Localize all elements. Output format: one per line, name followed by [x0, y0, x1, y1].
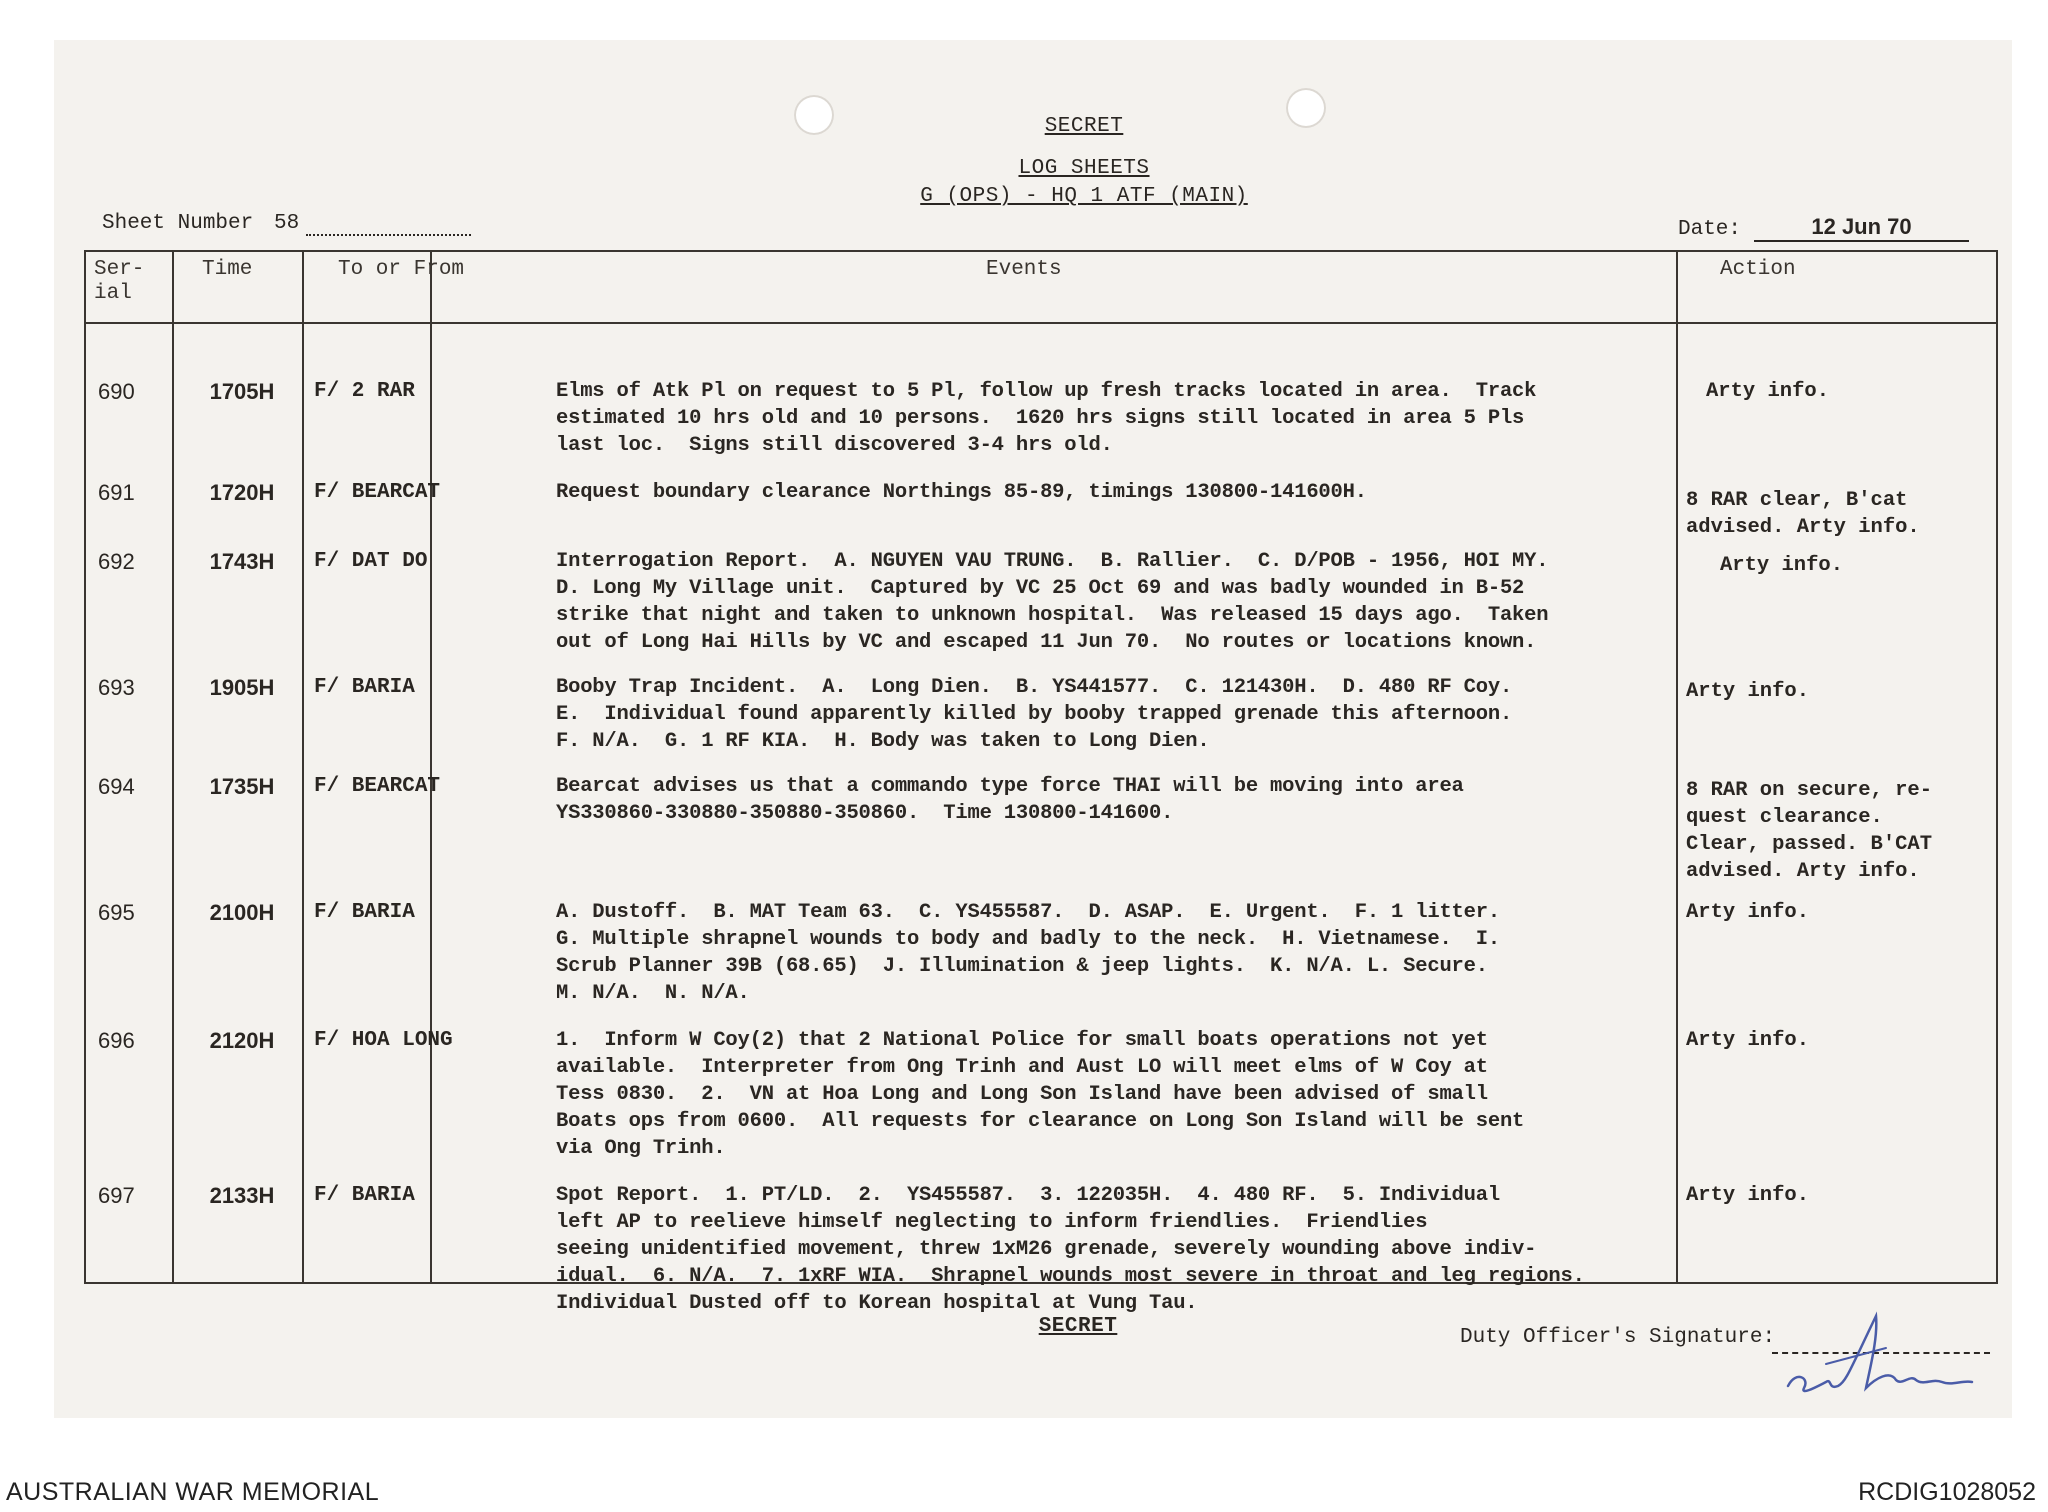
row-events: Booby Trap Incident. A. Long Dien. B. YS441577. C. 121430H. D. 480 RF Coy. E. Individual found apparently killed by booby trapped grenade this afternoon. F. N/A. G. 1 RF KIA. H. Body was taken to Long Dien.	[556, 676, 1513, 753]
row-action: 8 RAR clear, B'cat advised. Arty info.	[1686, 489, 1920, 539]
row-events: Request boundary clearance Northings 85-89, timings 130800-141600H.	[556, 481, 1367, 504]
row-action: Arty info.	[1686, 680, 1810, 703]
row-from: F/ BARIA	[314, 1184, 415, 1207]
header-action: Action	[1720, 258, 1796, 281]
header-serial: Ser- ial	[94, 258, 145, 305]
handwritten-signature	[1766, 1308, 1986, 1398]
sheet-number-label: Sheet Number	[102, 212, 254, 235]
row-serial: 697	[98, 1183, 135, 1208]
row-events: Interrogation Report. A. NGUYEN VAU TRUNG. B. Rallier. C. D/POB - 1956, HOI MY. D. Long My Village unit. Captured by VC 25 Oct 69 and was badly wounded in B-52 strike that night and taken to unknown hospital. Was released 15 days ago. Taken out of Long Hai Hills by VC and escaped 11 Jun 70. No routes or locations known.	[556, 550, 1549, 654]
row-time: 1705H	[209, 379, 275, 404]
row-events: 1. Inform W Coy(2) that 2 National Police for small boats operations not yet available. Interpreter from Ong Trinh and Aust LO will meet elms of W Coy at Tess 0830. 2. VN at Hoa Long and Long Son Island have been advised of small Boats ops from 0600. All requests for clearance on Long Son Island will be sent via Ong Trinh.	[556, 1029, 1525, 1160]
row-action: Arty info.	[1720, 554, 1844, 577]
row-from: F/ BEARCAT	[314, 481, 441, 504]
row-serial: 695	[98, 900, 135, 925]
punch-hole	[794, 95, 834, 135]
archive-credit: AUSTRALIAN WAR MEMORIAL	[6, 1478, 380, 1506]
row-serial: 693	[98, 675, 135, 700]
row-from: F/ BARIA	[314, 676, 415, 699]
row-from: F/ BEARCAT	[314, 775, 441, 798]
row-from: F/ HOA LONG	[314, 1029, 453, 1052]
document-title: LOG SHEETS	[1018, 157, 1150, 180]
date-value: 12 Jun 70	[1754, 214, 1969, 242]
row-time: 1743H	[209, 549, 275, 574]
row-time: 2133H	[209, 1183, 275, 1208]
column-divider	[1676, 252, 1678, 1282]
row-serial: 696	[98, 1028, 135, 1053]
row-serial: 691	[98, 480, 135, 505]
header-to-or-from: To or From	[338, 258, 465, 281]
row-events: Bearcat advises us that a commando type force THAI will be moving into area YS330860-330880-350880-350860. Time 130800-141600.	[556, 775, 1464, 825]
column-divider	[302, 252, 304, 1282]
document-subtitle: G (OPS) - HQ 1 ATF (MAIN)	[920, 185, 1248, 208]
sheet-number-value: 58	[274, 212, 300, 235]
row-time: 2120H	[209, 1028, 275, 1053]
row-time: 1905H	[209, 675, 275, 700]
signature-label: Duty Officer's Signature:	[1460, 1326, 1776, 1349]
column-divider	[172, 252, 174, 1282]
row-events: A. Dustoff. B. MAT Team 63. C. YS455587. D. ASAP. E. Urgent. F. 1 litter. G. Multiple shrapnel wounds to body and badly to the neck. H. Vietnamese. I. Scrub Planner 39B (68.65) J. Illumination & jeep lights. K. N/A. L. Secure. M. N/A. N. N/A.	[556, 901, 1500, 1005]
row-time: 1720H	[209, 480, 275, 505]
row-action: Arty info.	[1686, 901, 1810, 924]
row-serial: 690	[98, 379, 135, 404]
row-from: F/ BARIA	[314, 901, 415, 924]
log-table	[84, 250, 1998, 1315]
row-action: Arty info.	[1686, 1029, 1810, 1052]
row-serial: 692	[98, 549, 135, 574]
sheet-number-underline	[306, 234, 471, 236]
row-from: F/ 2 RAR	[314, 380, 415, 403]
row-action: Arty info.	[1706, 380, 1830, 403]
date-label: Date:	[1678, 218, 1742, 241]
row-time: 2100H	[209, 900, 275, 925]
header-time: Time	[202, 258, 253, 281]
column-divider	[430, 252, 432, 1282]
classification-top: SECRET	[1044, 115, 1124, 138]
row-serial: 694	[98, 774, 135, 799]
row-action: 8 RAR on secure, re- quest clearance. Clear, passed. B'CAT advised. Arty info.	[1686, 779, 1933, 883]
document-sheet	[54, 40, 2012, 1418]
header-divider	[86, 322, 1996, 324]
row-action: Arty info.	[1686, 1184, 1810, 1207]
row-events: Elms of Atk Pl on request to 5 Pl, follow up fresh tracks located in area. Track estimated 10 hrs old and 10 persons. 1620 hrs signs still located in area 5 Pls last loc. Signs still discovered 3-4 hrs old.	[556, 380, 1537, 457]
row-from: F/ DAT DO	[314, 550, 428, 573]
header-events: Events	[986, 258, 1062, 281]
punch-hole	[1286, 88, 1326, 128]
classification-bottom: SECRET	[1038, 1315, 1118, 1338]
row-time: 1735H	[209, 774, 275, 799]
row-events: Spot Report. 1. PT/LD. 2. YS455587. 3. 122035H. 4. 480 RF. 5. Individual left AP to reelieve himself neglecting to inform friendlies. Friendlies seeing unidentified movement, threw 1xM26 grenade, severely wounding above indiv- idual. 6. N/A. 7. 1xRF WIA. Shrapnel wounds most severe in throat and leg regions. Individual Dusted off to Korean hospital at Vung Tau.	[556, 1184, 1585, 1315]
archive-id: RCDIG1028052	[1858, 1478, 2036, 1506]
